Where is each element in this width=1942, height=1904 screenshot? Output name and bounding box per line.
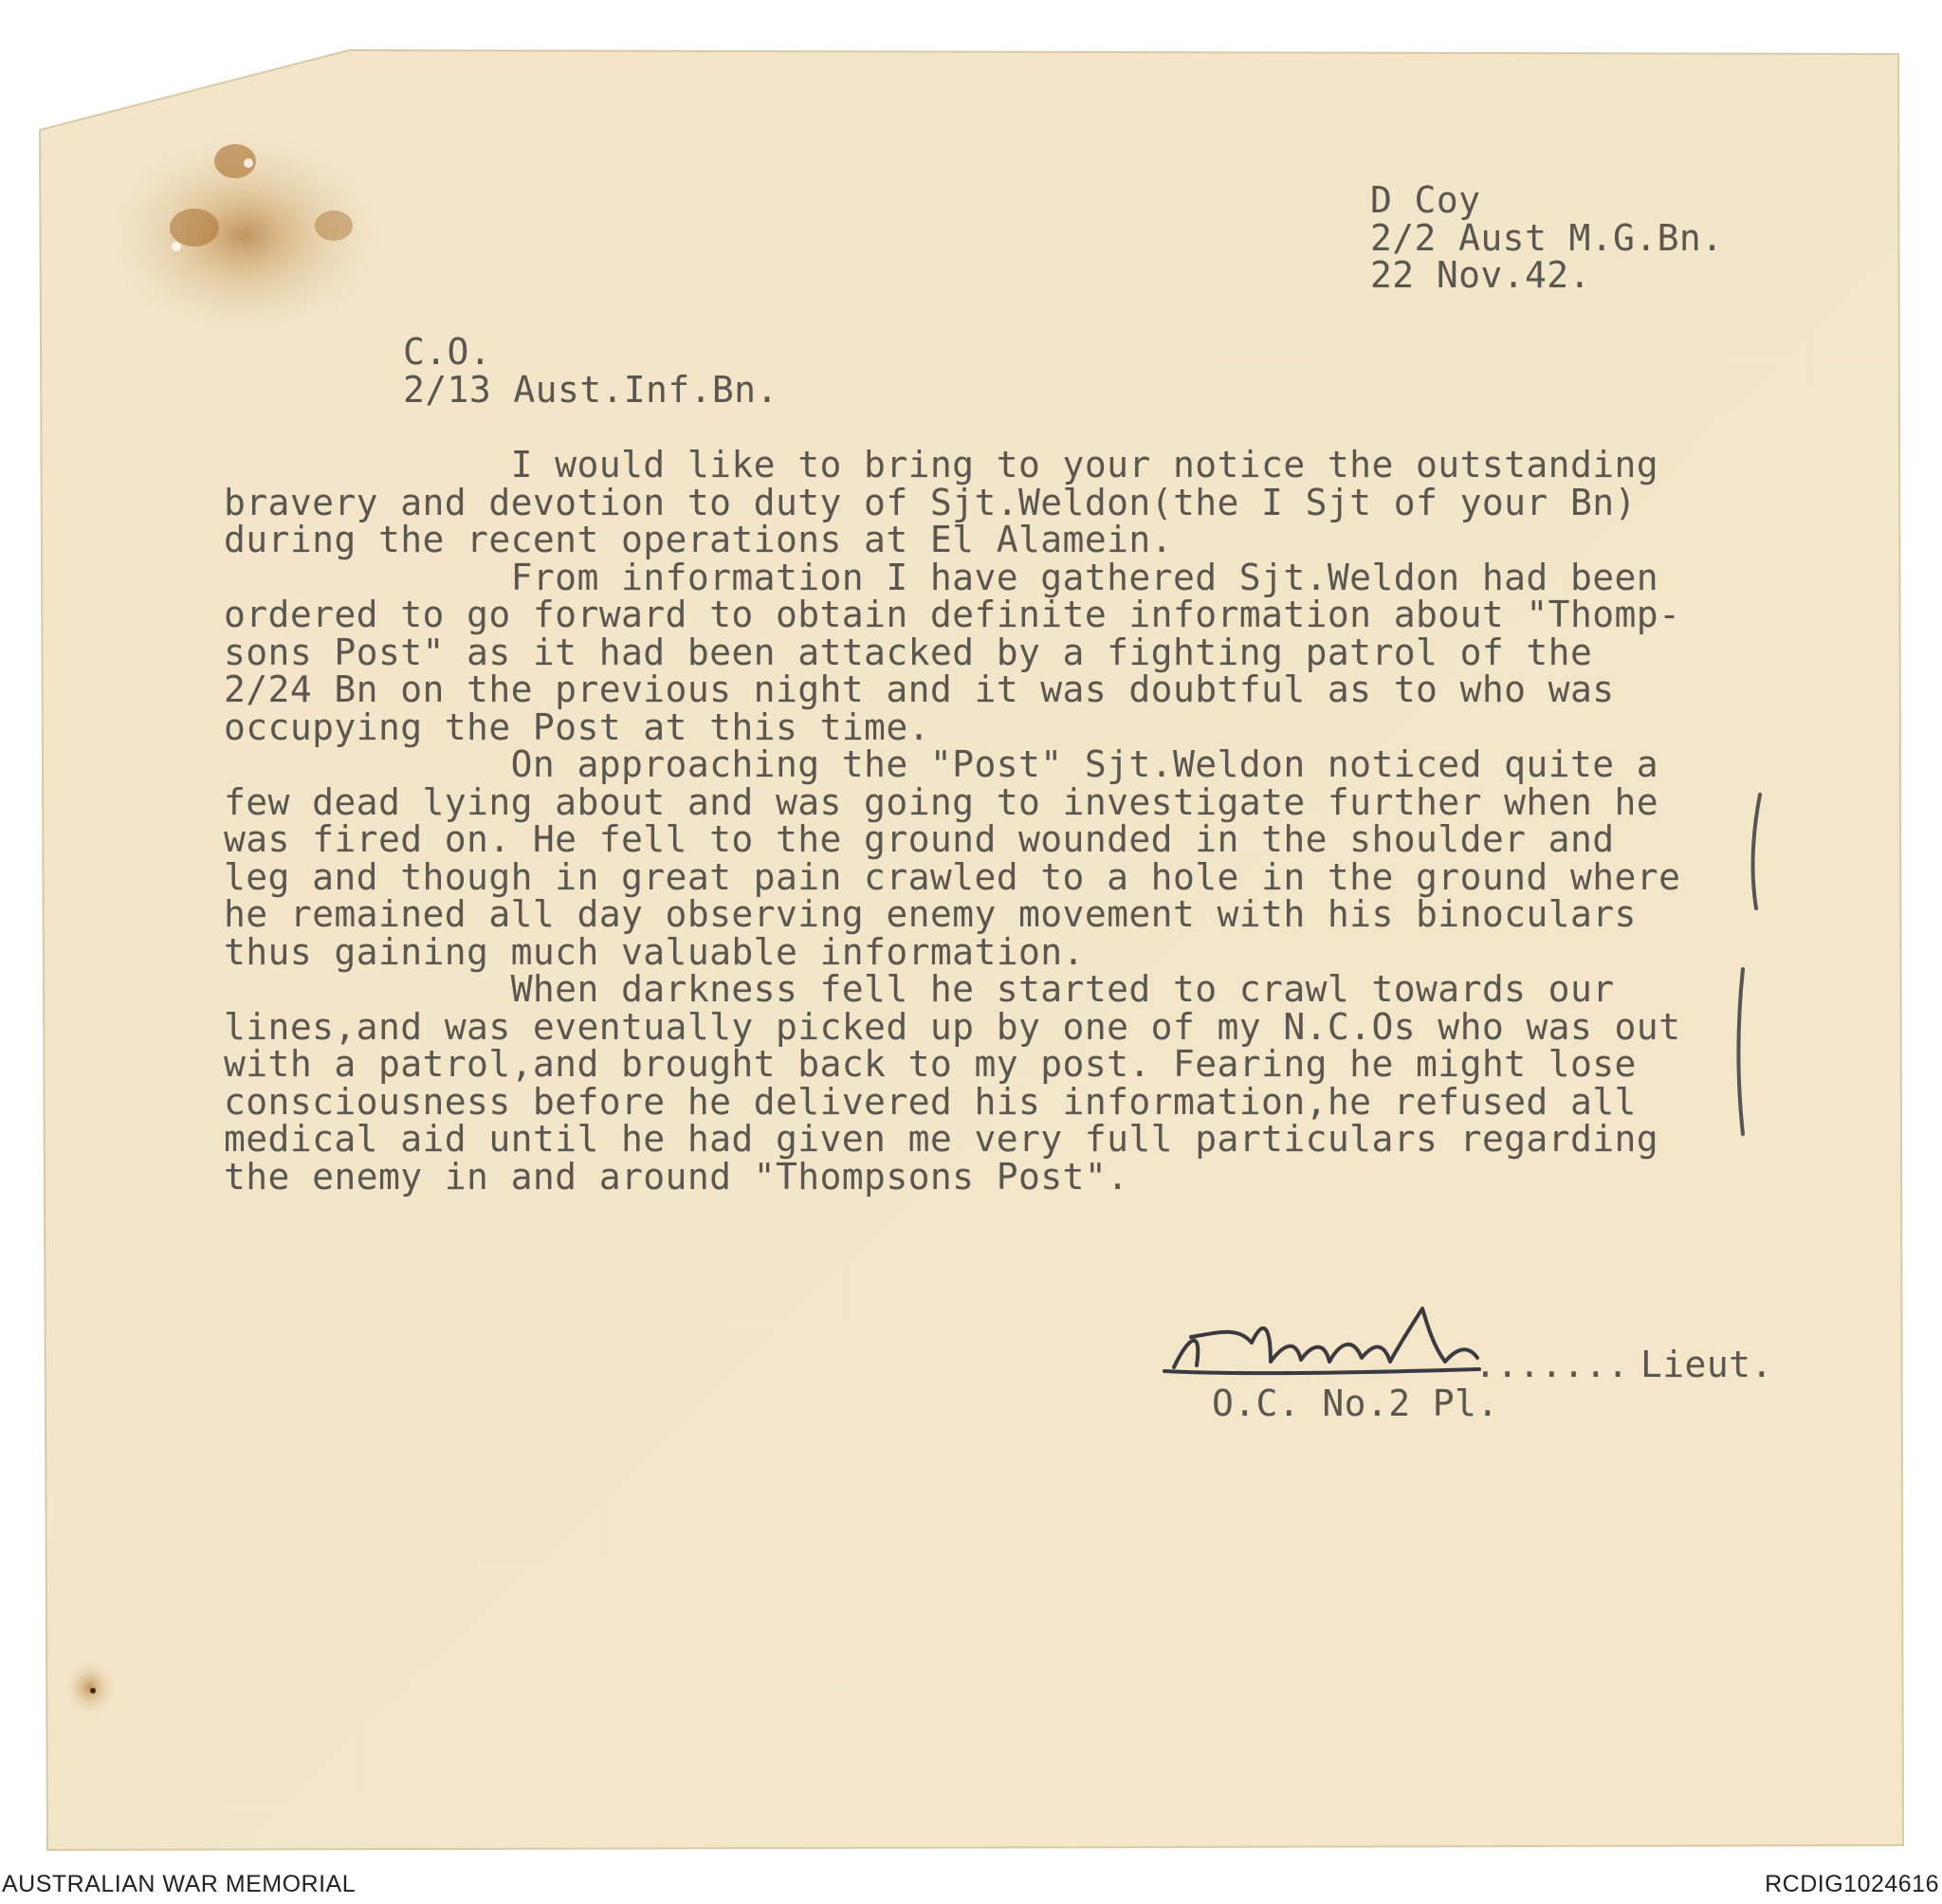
signature-dots: ....... (1475, 1344, 1629, 1385)
body-line: sons Post" as it had been attacked by a fighting patrol of the (224, 631, 1593, 673)
body-line: thus gaining much valuable information. (224, 930, 1085, 973)
footer-archive-name: AUSTRALIAN WAR MEMORIAL (2, 1871, 357, 1897)
recipient-line-title: C.O. (403, 331, 492, 373)
body-line: When darkness fell he started to crawl towards our (224, 968, 1615, 1010)
recipient-address (403, 331, 779, 411)
body-line: From information I have gathered Sjt.Weldon had been (224, 556, 1659, 598)
body-line: few dead lying about and was going to investigate further when he (224, 780, 1659, 823)
body-line: I would like to bring to your notice the outstanding (224, 444, 1659, 485)
body-line: occupying the Post at this time. (224, 705, 930, 748)
body-line: medical aid until he had given me very full particulars regarding (224, 1118, 1659, 1160)
signature-title: O.C. No.2 Pl. (1212, 1382, 1499, 1424)
small-stain (64, 1659, 117, 1716)
header-line-battalion: 2/2 Aust M.G.Bn. (1370, 216, 1724, 259)
header-line-unit: D Coy (1370, 179, 1481, 221)
body-line: ordered to go forward to obtain definite information about "Thomp- (224, 594, 1681, 635)
sender-address (1370, 179, 1724, 296)
body-line: with a patrol,and brought back to my post. Fearing he might lose (224, 1043, 1637, 1085)
body-line: lines,and was eventually picked up by one of my N.C.Os who was out (224, 1005, 1681, 1048)
body-line: during the recent operations at El Alamein. (224, 519, 1173, 560)
body-line: he remained all day observing enemy movement with his binoculars (224, 893, 1637, 935)
body-line: On approaching the "Post" Sjt.Weldon noticed quite a (224, 743, 1659, 785)
body-line: 2/24 Bn on the previous night and it was doubtful as to who was (224, 668, 1615, 710)
body-line: was fired on. He fell to the ground wounded in the shoulder and (224, 818, 1615, 860)
letter-body (224, 444, 1681, 1198)
recipient-line-unit: 2/13 Aust.Inf.Bn. (403, 368, 779, 411)
header-line-date: 22 Nov.42. (1370, 254, 1591, 296)
body-line: bravery and devotion to duty of Sjt.Weldon(the I Sjt of your Bn) (224, 481, 1637, 523)
body-line: consciousness before he delivered his information,he refused all (224, 1080, 1637, 1123)
signature-rank: Lieut. (1640, 1344, 1773, 1385)
body-line: the enemy in and around "Thompsons Post". (224, 1155, 1129, 1198)
body-line: leg and though in great pain crawled to a hole in the ground where (224, 855, 1681, 898)
footer-record-id: RCDIG1024616 (1765, 1871, 1939, 1897)
